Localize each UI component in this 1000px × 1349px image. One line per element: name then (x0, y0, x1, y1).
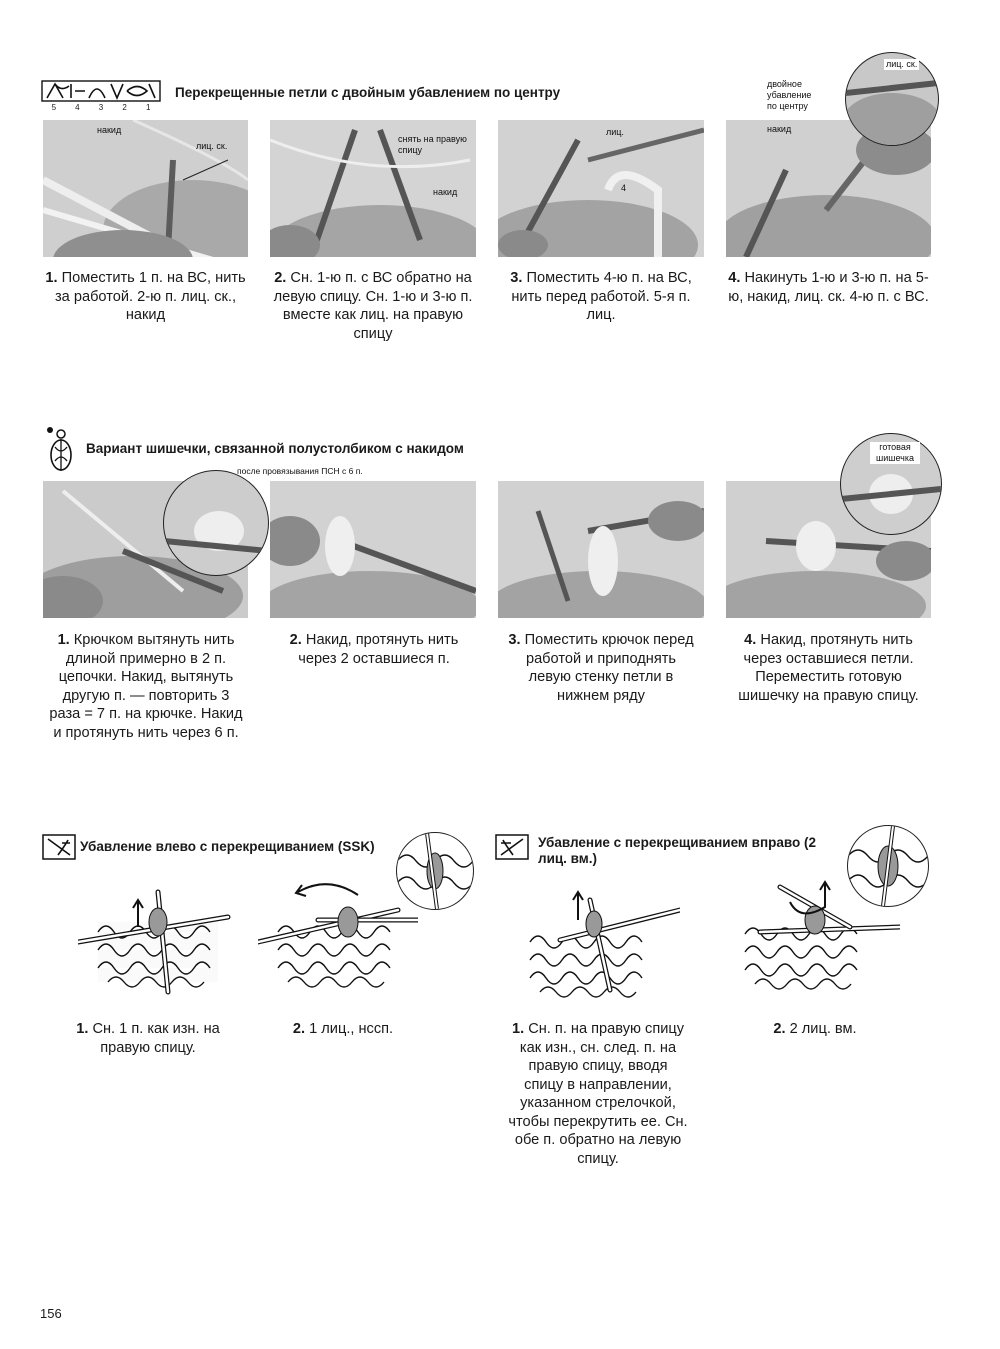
section2-title: Вариант шишечки, связанной полустолбиком с накидом (86, 441, 464, 456)
chart-numbers (42, 103, 160, 115)
label-nakid: накид (767, 124, 792, 134)
chart-number: 5 (51, 103, 57, 112)
label-nakid: накид (433, 187, 458, 197)
label-double-decrease: двойное убавление по центру (767, 79, 812, 111)
section3-title: Убавление влево с перекрещиванием (SSK) (80, 839, 375, 854)
section1-caption-1: 1. Поместить 1 п. на ВС, нить за работой. 2-ю п. лиц. ск., накид (45, 270, 246, 323)
section1-photo-3 (498, 120, 704, 257)
label-lic-sk: лиц. ск. (886, 59, 918, 69)
section2-caption-1: 1. Крючком вытянуть нить длиной примерно в 2 п. цепочки. Накид, вытянуть другую п. — повторить 3 раза = 7 п. на крючке. Накид и протянуть нить через 6 п. (49, 632, 243, 741)
label-snyat: снять на правую спицу (398, 134, 467, 155)
section2-zoom-circle (163, 470, 269, 576)
page-number: 156 (40, 1306, 62, 1321)
section3-caption-1: 1. Сн. 1 п. как изн. на правую спицу. (76, 1021, 220, 1056)
section1-title: Перекрещенные петли с двойным убавлением по центру (175, 85, 561, 100)
label-lic: лиц. (606, 127, 624, 137)
label-after-psn: после провязывания ПСН с 6 п. (237, 466, 363, 476)
ssk-symbol-icon (42, 834, 76, 860)
section2-photo-2 (270, 481, 476, 618)
label-4: 4 (621, 183, 627, 193)
section2-photo-3 (498, 481, 704, 618)
label-nakid: накид (97, 125, 122, 135)
chart-number: 4 (75, 103, 80, 112)
k2tog-diagram-1 (520, 880, 680, 1002)
section2-caption-2: 2. Накид, протянуть нить через 2 оставшиеся п. (289, 632, 459, 667)
section1-caption-3: 3. Поместить 4-ю п. на ВС, нить перед работой. 5-я п. лиц. (510, 270, 692, 323)
section2-caption-4: 4. Накид, протянуть нить через оставшиеся петли. Переместить готовую шишечку на правую спицу. (738, 632, 919, 704)
section4-caption-1: 1. Сн. п. на правую спицу как изн., сн. след. п. на правую спицу, вводя спицу в направлении, указанном стрелочкой, чтобы перекрутить ее. Сн. обе п. обратно на левую спицу. (508, 1021, 688, 1167)
bobble-symbol-icon (46, 425, 76, 473)
label-ready-bobble: готовая шишечка (870, 442, 920, 464)
chart-number: 3 (98, 103, 104, 112)
ssk-diagram-1 (78, 882, 238, 1002)
chart-number: 2 (122, 103, 127, 112)
k2tog-zoom-circle (847, 825, 929, 907)
section1-caption-2: 2. Сн. 1-ю п. с ВС обратно на левую спицу. Сн. 1-ю и 3-ю п. вместе как лиц. на правую спицу (273, 270, 473, 342)
ssk-diagram-2 (258, 870, 418, 1000)
section4-caption-2: 2. 2 лиц. вм. (773, 1021, 857, 1037)
label-lic-sk: лиц. ск. (196, 141, 228, 151)
section2-caption-3: 3. Поместить крючок перед работой и приподнять левую стенку петли в нижнем ряду (508, 632, 694, 704)
section3-caption-2: 2. 1 лиц., нссп. (292, 1021, 394, 1037)
section4-title: Убавление с перекрещиванием вправо (2 лиц. вм.) (538, 835, 817, 866)
section1-caption-4: 4. Накинуть 1-ю и 3-ю п. на 5-ю, накид, лиц. ск. 4-ю п. с ВС. (728, 270, 929, 305)
k2tog-tbl-symbol-icon (495, 834, 529, 860)
ssk-zoom-circle (396, 832, 474, 910)
chart-number: 1 (145, 103, 151, 112)
